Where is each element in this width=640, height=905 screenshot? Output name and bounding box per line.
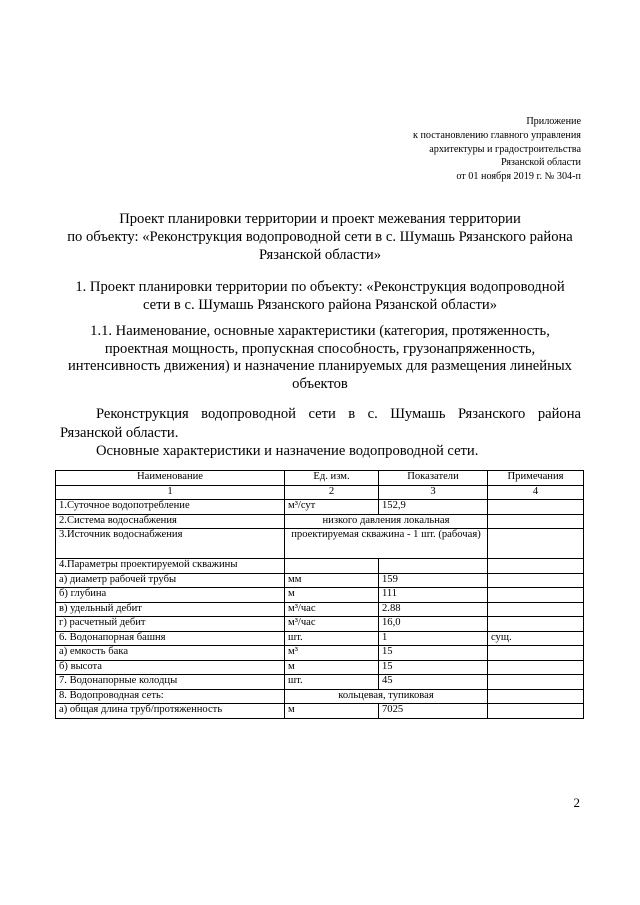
table-body (56, 500, 584, 719)
table-cell: мм (285, 573, 379, 588)
table-cell: м (285, 588, 379, 603)
table-cell (285, 559, 379, 574)
table-cell (488, 689, 584, 704)
section-1-1-heading (60, 323, 580, 393)
table-cell: 45 (379, 675, 488, 690)
page-number: 2 (573, 795, 580, 810)
table-cell: низкого давления локальная (285, 514, 488, 529)
table-cell: 3.Источник водоснабжения (56, 529, 285, 559)
table-cell: 2.Система водоснабжения (56, 514, 285, 529)
table-row (56, 514, 584, 529)
table-header-row (56, 471, 584, 486)
table-cell: 8. Водопроводная сеть: (56, 689, 285, 704)
table-cell: 7. Водонапорные колодцы (56, 675, 285, 690)
table-row (56, 588, 584, 603)
table-cell: в) удельный дебит (56, 602, 285, 617)
table-cell: м³ (285, 646, 379, 661)
column-number: 4 (488, 485, 584, 500)
table-cell (488, 573, 584, 588)
body-text (60, 405, 581, 461)
table-cell: 152,9 (379, 500, 488, 515)
column-number: 1 (56, 485, 285, 500)
table-cell: кольцевая, тупиковая (285, 689, 488, 704)
table-cell: 4.Параметры проектируемой скважины (56, 559, 285, 574)
table-cell (379, 559, 488, 574)
table-cell: шт. (285, 631, 379, 646)
table-row (56, 646, 584, 661)
table-row (56, 631, 584, 646)
table-row (56, 529, 584, 559)
table-cell: 15 (379, 646, 488, 661)
column-header: Наименование (56, 471, 285, 486)
table-cell: 6. Водонапорная башня (56, 631, 285, 646)
table-cell (488, 704, 584, 719)
table-cell (488, 559, 584, 574)
table-cell: 111 (379, 588, 488, 603)
column-header: Примечания (488, 471, 584, 486)
column-number: 2 (285, 485, 379, 500)
heading-line: интенсивность движения) и назначение планируемых для размещения линейных (68, 358, 572, 374)
table-cell: м³/час (285, 617, 379, 632)
table-cell (488, 529, 584, 559)
table-row (56, 500, 584, 515)
table-cell (488, 588, 584, 603)
table-cell: б) глубина (56, 588, 285, 603)
table-cell (488, 602, 584, 617)
table-cell: м³/час (285, 602, 379, 617)
heading-line: сети в с. Шумашь Рязанского района Рязанской области» (142, 297, 498, 313)
appendix-date: от 01 ноября 2019 г. № 304-п (456, 171, 581, 183)
table-cell (488, 646, 584, 661)
column-header: Показатели (379, 471, 488, 486)
table-cell (488, 617, 584, 632)
appendix-line: к постановлению главного управления (412, 129, 581, 141)
table-cell: 15 (379, 660, 488, 675)
table-cell: 1.Суточное водопотребление (56, 500, 285, 515)
column-header: Ед. изм. (285, 471, 379, 486)
table-cell (488, 660, 584, 675)
section-1-heading (60, 278, 580, 314)
table-cell: 159 (379, 573, 488, 588)
table-row (56, 559, 584, 574)
table-cell: сущ. (488, 631, 584, 646)
table-cell (488, 675, 584, 690)
heading-line: 1. Проект планировки территории по объекту: «Реконструкция водопроводной (75, 279, 565, 295)
characteristics-table (55, 470, 584, 719)
table-row (56, 617, 584, 632)
table-row (56, 602, 584, 617)
table-cell: б) высота (56, 660, 285, 675)
heading-line: проектная мощность, пропускная способность, грузонапряженность, (104, 340, 536, 357)
document-title (60, 210, 580, 264)
table-cell: 1 (379, 631, 488, 646)
table-number-row (56, 485, 584, 500)
title-line: по объекту: «Реконструкция водопроводной сети в с. Шумашь Рязанского района (67, 229, 573, 245)
table-cell (488, 514, 584, 529)
table-row (56, 704, 584, 719)
table-cell: 2.88 (379, 602, 488, 617)
title-line: Рязанской области» (259, 247, 381, 263)
table-row (56, 660, 584, 675)
appendix-line: Рязанской области (500, 157, 581, 169)
table-cell: г) расчетный дебит (56, 617, 285, 632)
appendix-header (413, 115, 581, 184)
table-row (56, 675, 584, 690)
table-cell: 7025 (379, 704, 488, 719)
table-cell: а) емкость бака (56, 646, 285, 661)
table-cell: м (285, 704, 379, 719)
table-cell: а) диаметр рабочей трубы (56, 573, 285, 588)
table-cell: м (285, 660, 379, 675)
column-number: 3 (379, 485, 488, 500)
heading-line: 1.1. Наименование, основные характеристики (категория, протяженность, (90, 323, 550, 339)
appendix-line: архитектуры и градостроительства (429, 143, 581, 155)
table-cell: шт. (285, 675, 379, 690)
table-cell: м³/сут (285, 500, 379, 515)
table-row (56, 689, 584, 704)
table-row (56, 573, 584, 588)
table-cell: 16,0 (379, 617, 488, 632)
table-cell (488, 500, 584, 515)
table-cell: а) общая длина труб/протяженность (56, 704, 285, 719)
table-cell: проектируемая скважина - 1 шт. (рабочая) (285, 529, 488, 559)
appendix-line: Приложение (526, 116, 581, 127)
title-line: Проект планировки территории и проект межевания территории (119, 211, 521, 227)
heading-line: объектов (292, 375, 348, 392)
paragraph: Основные характеристики и назначение водопроводной сети. (96, 443, 479, 459)
paragraph: Реконструкция водопроводной сети в с. Шумашь Рязанского района Рязанской области. (60, 406, 581, 441)
